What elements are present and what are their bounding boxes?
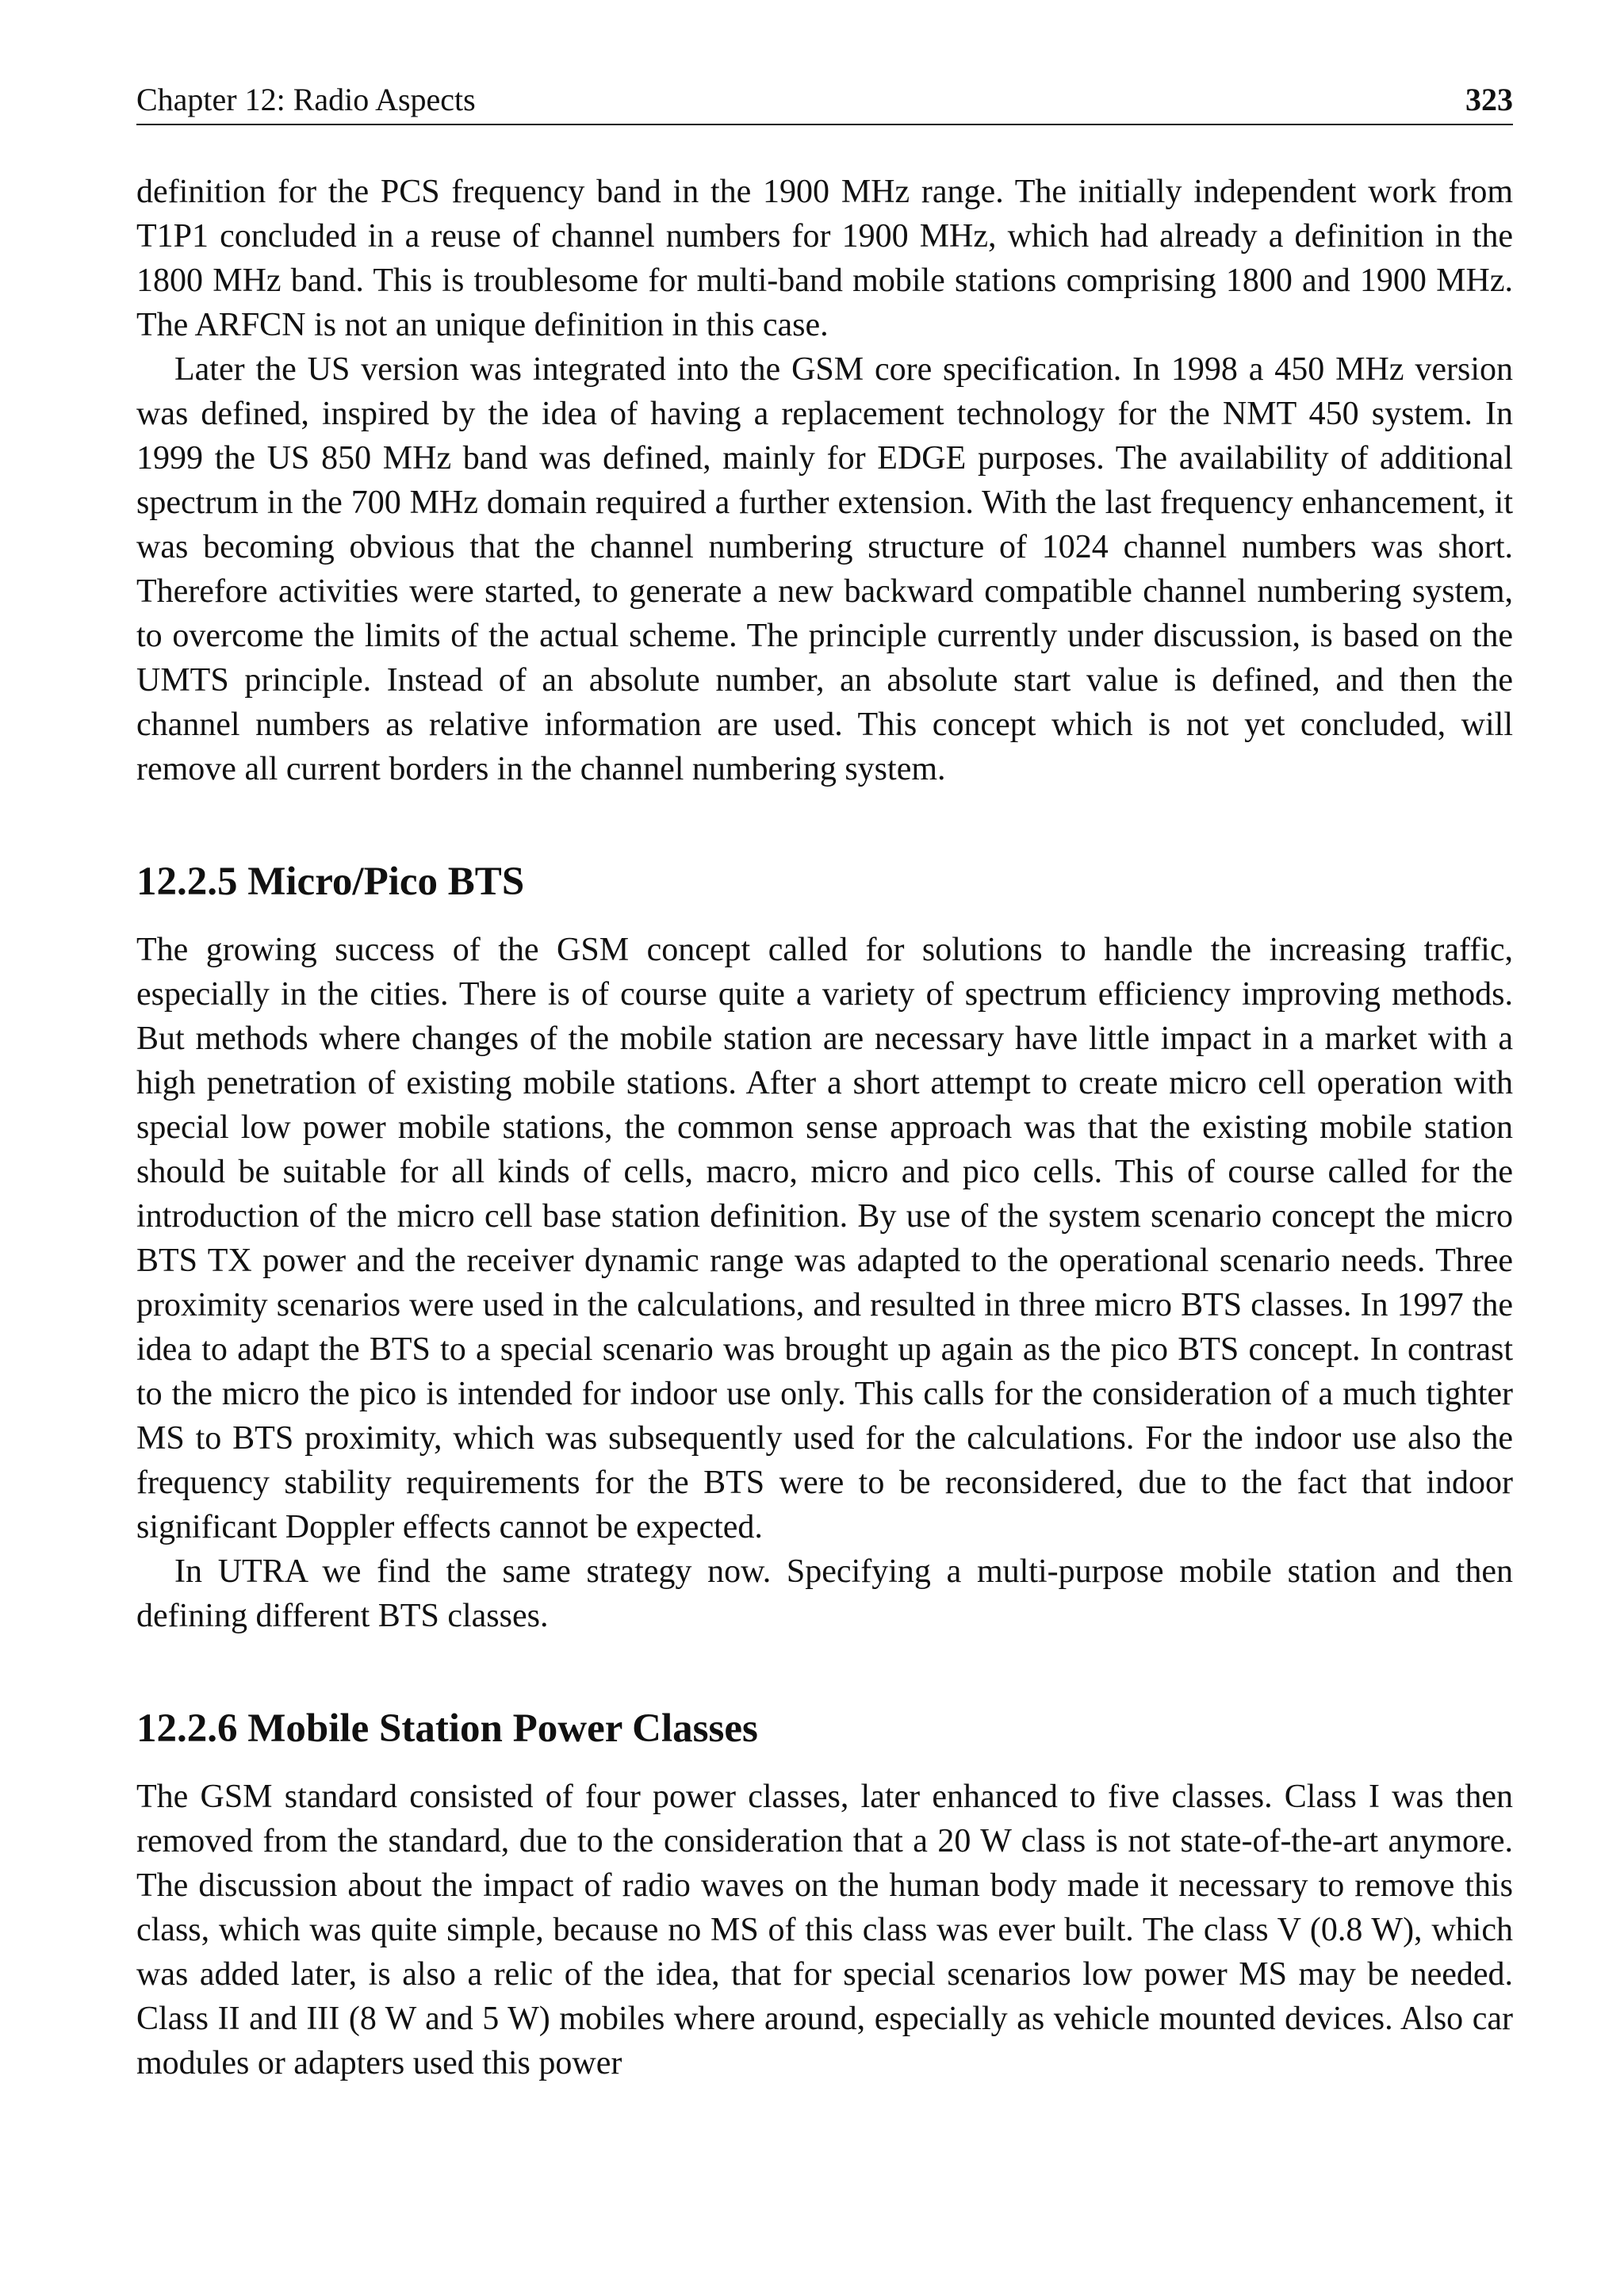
chapter-title: Chapter 12: Radio Aspects (136, 82, 476, 117)
intro-paragraph-2: Later the US version was integrated into the GSM core specification. In 1998 a 450 MHz version was defined, inspired by the idea of having a replacement technology for the NMT 450 system. In 1999 the US 850 MHz band was defined, mainly for EDGE purposes. The availability of additional spectrum in the 700 MHz domain required a further extension. With the last frequency enhancement, it was becoming obvious that the channel numbering structure of 1024 channel numbers was short. Therefore activities were started, to generate a new backward compatible channel numbering system, to overcome the limits of the actual scheme. The principle currently under discussion, is based on the UMTS principle. Instead of an absolute number, an absolute start value is defined, and then the channel numbers as relative information are used. This concept which is not yet concluded, will remove all current borders in the channel numbering system. (136, 351, 1513, 787)
running-header (136, 79, 1513, 125)
page-number: 323 (1465, 82, 1513, 117)
section-heading-power-classes: 12.2.6 Mobile Station Power Classes (136, 1706, 758, 1751)
power-classes-paragraph-1: The GSM standard consisted of four power classes, later enhanced to five classes. Class I was then removed from the standard, due to the consideration that a 20 W class is not state-of-the-art anymore. The discussion about the impact of radio waves on the human body made it necessary to remove this class, which was quite simple, because no MS of this class was ever built. The class V (0.8 W), which was added later, is also a relic of the idea, that for special scenarios low power MS may be needed. Class II and III (8 W and 5 W) mobiles where around, especially as vehicle mounted devices. Also car modules or adapters used this power (136, 1779, 1513, 2081)
micro-pico-paragraph-2: In UTRA we find the same strategy now. Specifying a multi-purpose mobile station and then defining different BTS classes. (136, 1553, 1513, 1634)
section-heading-micro-pico-bts: 12.2.5 Micro/Pico BTS (136, 860, 525, 904)
document-page (136, 79, 1513, 2085)
intro-paragraph-1: definition for the PCS frequency band in the 1900 MHz range. The initially independent work from T1P1 concluded in a reuse of channel numbers for 1900 MHz, which had already a definition in the 1800 MHz band. This is troublesome for multi-band mobile stations comprising 1800 and 1900 MHz. The ARFCN is not an unique definition in this case. (136, 174, 1513, 343)
body-text (136, 170, 1513, 2085)
micro-pico-paragraph-1: The growing success of the GSM concept called for solutions to handle the increasing traffic, especially in the cities. There is of course quite a variety of spectrum efficiency improving methods. But methods where changes of the mobile station are necessary have little impact in a market with a high penetration of existing mobile stations. After a short attempt to create micro cell operation with special low power mobile stations, the common sense approach was that the existing mobile station should be suitable for all kinds of cells, macro, micro and pico cells. This of course called for the introduction of the micro cell base station definition. By use of the system scenario concept the micro BTS TX power and the receiver dynamic range was adapted to the operational scenario needs. Three proximity scenarios were used in the calculations, and resulted in three micro BTS classes. In 1997 the idea to adapt the BTS to a special scenario was brought up again as the pico BTS concept. In contrast to the micro the pico is intended for indoor use only. This calls for the consideration of a much tighter MS to BTS proximity, which was subsequently used for the calculations. For the indoor use also the frequency stability requirements for the BTS were to be reconsidered, due to the fact that indoor significant Doppler effects cannot be expected. (136, 932, 1513, 1545)
